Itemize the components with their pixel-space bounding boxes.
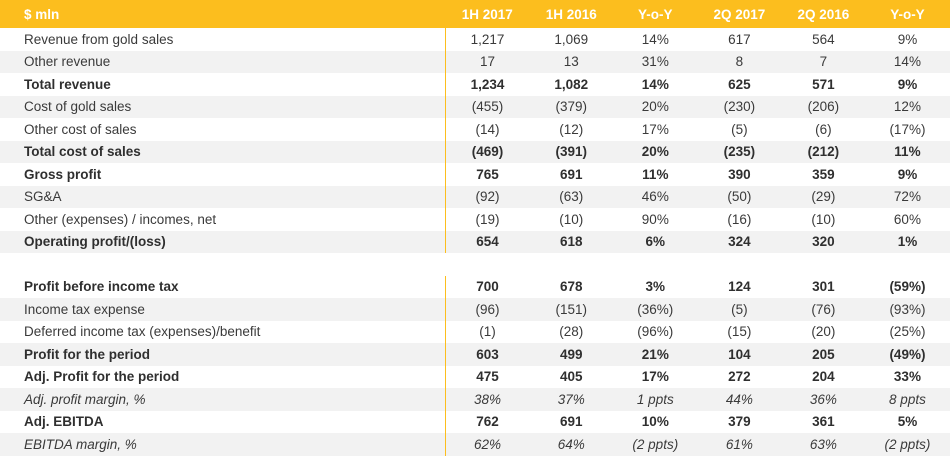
table-row xyxy=(0,276,950,299)
row-value: 90% xyxy=(613,208,697,231)
row-value: (151) xyxy=(529,298,613,321)
row-value: 8 ppts xyxy=(865,388,949,411)
row-value: (391) xyxy=(529,141,613,164)
row-value: (96) xyxy=(445,298,529,321)
header-cell-yoy-quarter: Y-o-Y xyxy=(865,0,949,28)
row-value: 11% xyxy=(865,141,949,164)
row-label: Gross profit xyxy=(0,163,445,186)
row-value: (25%) xyxy=(865,321,949,344)
row-value: 7 xyxy=(781,51,865,74)
table-row xyxy=(0,411,950,434)
table-row xyxy=(0,433,950,456)
header-cell-2q-2016: 2Q 2016 xyxy=(781,0,865,28)
row-value: (93%) xyxy=(865,298,949,321)
row-value: 390 xyxy=(697,163,781,186)
row-value: 9% xyxy=(865,163,949,186)
header-cell-1h-2017: 1H 2017 xyxy=(445,0,529,28)
table-row xyxy=(0,208,950,231)
table-row xyxy=(0,73,950,96)
table-row xyxy=(0,298,950,321)
row-value: 618 xyxy=(529,231,613,254)
header-cell-yoy-half: Y-o-Y xyxy=(613,0,697,28)
row-value: 379 xyxy=(697,411,781,434)
table-row xyxy=(0,96,950,119)
row-value: 20% xyxy=(613,96,697,119)
row-value: (230) xyxy=(697,96,781,119)
row-value: 405 xyxy=(529,366,613,389)
row-value: 14% xyxy=(865,51,949,74)
row-value: 38% xyxy=(445,388,529,411)
row-value: 60% xyxy=(865,208,949,231)
row-label: Adj. profit margin, % xyxy=(0,388,445,411)
row-label: EBITDA margin, % xyxy=(0,433,445,456)
table-row xyxy=(0,186,950,209)
row-value: 700 xyxy=(445,276,529,299)
row-value: 762 xyxy=(445,411,529,434)
row-value: 62% xyxy=(445,433,529,456)
table-row xyxy=(0,141,950,164)
row-value: 765 xyxy=(445,163,529,186)
row-value: (20) xyxy=(781,321,865,344)
row-value xyxy=(781,253,865,276)
row-label: Deferred income tax (expenses)/benefit xyxy=(0,321,445,344)
row-value: 571 xyxy=(781,73,865,96)
row-value: (212) xyxy=(781,141,865,164)
row-value: 1,217 xyxy=(445,28,529,51)
row-value: 204 xyxy=(781,366,865,389)
table-header xyxy=(0,0,950,28)
table-row xyxy=(0,366,950,389)
row-value: 564 xyxy=(781,28,865,51)
row-value: (12) xyxy=(529,118,613,141)
table-row xyxy=(0,51,950,74)
row-value: (49%) xyxy=(865,343,949,366)
row-value: (28) xyxy=(529,321,613,344)
row-value: 654 xyxy=(445,231,529,254)
row-value: 272 xyxy=(697,366,781,389)
row-value: 33% xyxy=(865,366,949,389)
row-label: Operating profit/(loss) xyxy=(0,231,445,254)
row-value: (17%) xyxy=(865,118,949,141)
row-value: (59%) xyxy=(865,276,949,299)
row-value: (5) xyxy=(697,298,781,321)
row-value: (96%) xyxy=(613,321,697,344)
row-value: (63) xyxy=(529,186,613,209)
row-value: 617 xyxy=(697,28,781,51)
row-value: 324 xyxy=(697,231,781,254)
row-value: (469) xyxy=(445,141,529,164)
row-value: 17% xyxy=(613,118,697,141)
table-spacer-row xyxy=(0,253,950,276)
row-value: (16) xyxy=(697,208,781,231)
row-value: 8 xyxy=(697,51,781,74)
row-label: Income tax expense xyxy=(0,298,445,321)
row-value: (2 ppts) xyxy=(865,433,949,456)
row-label: Other revenue xyxy=(0,51,445,74)
row-value: (92) xyxy=(445,186,529,209)
row-value: 72% xyxy=(865,186,949,209)
row-label: Profit for the period xyxy=(0,343,445,366)
row-value: 31% xyxy=(613,51,697,74)
row-value xyxy=(529,253,613,276)
row-value: 36% xyxy=(781,388,865,411)
row-value: 1,082 xyxy=(529,73,613,96)
header-cell-unit: $ mln xyxy=(0,0,445,28)
row-value: 205 xyxy=(781,343,865,366)
row-value: 9% xyxy=(865,73,949,96)
row-value: 301 xyxy=(781,276,865,299)
row-value: 63% xyxy=(781,433,865,456)
row-value: (455) xyxy=(445,96,529,119)
row-label: Cost of gold sales xyxy=(0,96,445,119)
row-label: Other cost of sales xyxy=(0,118,445,141)
row-value: 6% xyxy=(613,231,697,254)
row-value: 499 xyxy=(529,343,613,366)
row-value: (1) xyxy=(445,321,529,344)
row-value: 64% xyxy=(529,433,613,456)
row-value: 20% xyxy=(613,141,697,164)
row-value: (36%) xyxy=(613,298,697,321)
row-value: 359 xyxy=(781,163,865,186)
row-label: SG&A xyxy=(0,186,445,209)
row-value: 361 xyxy=(781,411,865,434)
row-value: 320 xyxy=(781,231,865,254)
row-value xyxy=(865,253,949,276)
table-body xyxy=(0,28,950,456)
row-value: (2 ppts) xyxy=(613,433,697,456)
row-value: 44% xyxy=(697,388,781,411)
row-value: 21% xyxy=(613,343,697,366)
row-value: (15) xyxy=(697,321,781,344)
row-value: (76) xyxy=(781,298,865,321)
row-value: 3% xyxy=(613,276,697,299)
row-value: 12% xyxy=(865,96,949,119)
row-value: 10% xyxy=(613,411,697,434)
row-label: Other (expenses) / incomes, net xyxy=(0,208,445,231)
row-value: 11% xyxy=(613,163,697,186)
row-value: 124 xyxy=(697,276,781,299)
row-value: 14% xyxy=(613,73,697,96)
row-value xyxy=(445,253,529,276)
row-value: (10) xyxy=(781,208,865,231)
row-value: (5) xyxy=(697,118,781,141)
table-row xyxy=(0,28,950,51)
table-row xyxy=(0,231,950,254)
table-row xyxy=(0,388,950,411)
header-row xyxy=(0,0,950,28)
row-value xyxy=(613,253,697,276)
row-value: 13 xyxy=(529,51,613,74)
row-label: Total cost of sales xyxy=(0,141,445,164)
row-label: Total revenue xyxy=(0,73,445,96)
row-value: (14) xyxy=(445,118,529,141)
row-value xyxy=(697,253,781,276)
row-value: 625 xyxy=(697,73,781,96)
row-value: (6) xyxy=(781,118,865,141)
row-value: (235) xyxy=(697,141,781,164)
table-row xyxy=(0,163,950,186)
row-value: 9% xyxy=(865,28,949,51)
row-label: Profit before income tax xyxy=(0,276,445,299)
row-value: (10) xyxy=(529,208,613,231)
row-value: 37% xyxy=(529,388,613,411)
row-label xyxy=(0,253,445,276)
row-value: (379) xyxy=(529,96,613,119)
row-value: 1% xyxy=(865,231,949,254)
row-value: 5% xyxy=(865,411,949,434)
row-value: 104 xyxy=(697,343,781,366)
row-value: 1,234 xyxy=(445,73,529,96)
row-value: 17 xyxy=(445,51,529,74)
row-value: 1 ppts xyxy=(613,388,697,411)
row-value: 691 xyxy=(529,411,613,434)
row-value: 1,069 xyxy=(529,28,613,51)
row-value: 46% xyxy=(613,186,697,209)
row-value: (29) xyxy=(781,186,865,209)
row-value: (206) xyxy=(781,96,865,119)
table-row xyxy=(0,321,950,344)
row-value: 17% xyxy=(613,366,697,389)
row-label: Adj. Profit for the period xyxy=(0,366,445,389)
row-value: 603 xyxy=(445,343,529,366)
row-value: 678 xyxy=(529,276,613,299)
row-value: 691 xyxy=(529,163,613,186)
row-label: Revenue from gold sales xyxy=(0,28,445,51)
row-value: 14% xyxy=(613,28,697,51)
row-label: Adj. EBITDA xyxy=(0,411,445,434)
header-cell-1h-2016: 1H 2016 xyxy=(529,0,613,28)
row-value: 61% xyxy=(697,433,781,456)
table-row xyxy=(0,118,950,141)
row-value: 475 xyxy=(445,366,529,389)
table-row xyxy=(0,343,950,366)
row-value: (19) xyxy=(445,208,529,231)
header-cell-2q-2017: 2Q 2017 xyxy=(697,0,781,28)
row-value: (50) xyxy=(697,186,781,209)
